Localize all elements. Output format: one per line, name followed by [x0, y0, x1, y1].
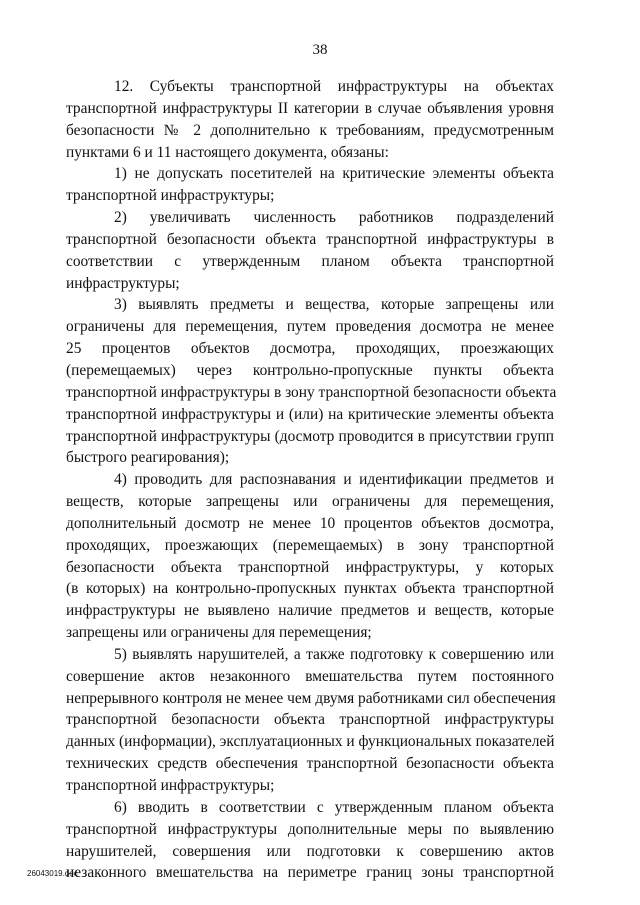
text-line: ограничены для перемещения, путем проведения досмотра не менее [66, 318, 554, 336]
text-line: 5) выявлять нарушителей, а также подготовку к совершению или [114, 645, 554, 663]
text-line: 4) проводить для распознавания и идентификации предметов и [114, 471, 554, 489]
text-line: транспортной инфраструктуры II категории в случае объявления уровня [66, 99, 554, 117]
text-line: 1) не допускать посетителей на критические элементы объекта [114, 165, 554, 183]
text-line: транспортной безопасности объекта транспортной инфраструктуры [66, 711, 554, 729]
text-line: веществ, которые запрещены или ограничены для перемещения, [66, 493, 554, 511]
text-line: транспортной инфраструктуры (досмотр проводится в присутствии групп [66, 427, 554, 445]
text-line: транспортной инфраструктуры; [66, 187, 275, 205]
text-line: незаконного вмешательства на периметре границ зоны транспортной [66, 864, 554, 882]
text-line: безопасности № 2 дополнительно к требованиям, предусмотренным [66, 121, 554, 139]
text-line: быстрого реагирования); [66, 449, 230, 467]
text-line: непрерывного контроля не менее чем двумя работниками сил обеспечения [66, 689, 556, 707]
text-line: совершение актов незаконного вмешательства путем постоянного [66, 667, 554, 685]
file-name-footer: 26043019.doc [27, 869, 78, 878]
text-line: транспортной инфраструктуры и (или) на критические элементы объекта [66, 405, 554, 423]
text-line: нарушителей, совершения или подготовки к совершению актов [66, 842, 554, 860]
text-line: технических средств обеспечения транспортной безопасности объекта [66, 755, 554, 773]
text-line: 25 процентов объектов досмотра, проходящих, проезжающих [66, 340, 554, 358]
text-line: проходящих, проезжающих (перемещаемых) в зону транспортной [66, 536, 554, 554]
text-line: транспортной инфраструктуры дополнительные меры по выявлению [66, 820, 554, 838]
text-line: транспортной инфраструктуры в зону транспортной безопасности объекта [66, 383, 557, 401]
text-line: (в которых) на контрольно-пропускных пунктах объекта транспортной [66, 580, 554, 598]
text-line: запрещены или ограничены для перемещения; [66, 624, 372, 642]
text-line: 12. Субъекты транспортной инфраструктуры на объектах [114, 78, 554, 95]
text-line: (перемещаемых) через контрольно-пропускные пункты объекта [66, 361, 554, 379]
text-line: пунктами 6 и 11 настоящего документа, обязаны: [66, 143, 389, 161]
text-line: безопасности объекта транспортной инфраструктуры, у которых [66, 558, 554, 576]
text-line: соответствии с утвержденным планом объекта транспортной [66, 252, 554, 270]
page-number: 38 [312, 42, 328, 58]
text-line: 6) вводить в соответствии с утвержденным планом объекта [114, 798, 554, 816]
text-line: транспортной инфраструктуры; [66, 777, 275, 794]
text-line: 2) увеличивать численность работников подразделений [114, 209, 554, 227]
body-text [66, 76, 557, 884]
text-line: 3) выявлять предметы и вещества, которые запрещены или [114, 296, 554, 314]
text-line: данных (информации), эксплуатационных и функциональных показателей [66, 733, 555, 751]
text-line: инфраструктуры; [66, 274, 180, 292]
text-line: дополнительный досмотр не менее 10 процентов объектов досмотра, [66, 514, 554, 532]
text-line: инфраструктуры не выявлено наличие предметов и веществ, которые [66, 602, 554, 620]
text-line: транспортной безопасности объекта транспортной инфраструктуры в [66, 230, 554, 248]
